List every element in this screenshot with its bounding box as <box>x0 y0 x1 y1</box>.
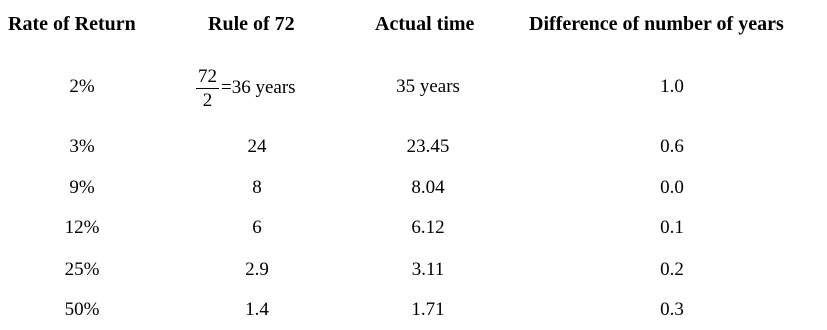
rate-cell: 12% <box>64 217 100 238</box>
difference-cell: 0.3 <box>660 299 684 320</box>
header-rule-of-72: Rule of 72 <box>208 13 295 35</box>
formula-result: =36 years <box>221 77 296 98</box>
header-actual-time: Actual time <box>375 13 475 35</box>
actual-time-cell: 23.45 <box>406 136 450 157</box>
difference-cell: 0.6 <box>660 136 684 157</box>
header-difference-years: Difference of number of years <box>529 13 784 35</box>
rule-of-72-cell: 1.4 <box>245 299 269 320</box>
fraction-numerator: 72 <box>198 65 217 87</box>
rate-cell: 25% <box>64 259 100 280</box>
rate-cell: 2% <box>69 76 95 97</box>
difference-cell: 0.2 <box>660 259 684 280</box>
rate-cell: 3% <box>69 136 95 157</box>
actual-time-cell: 1.71 <box>411 299 445 320</box>
fraction-denominator: 2 <box>202 89 213 111</box>
rule-of-72-formula <box>196 64 296 112</box>
actual-time-cell: 8.04 <box>411 177 445 198</box>
fraction <box>196 67 219 110</box>
difference-cell: 1.0 <box>660 76 684 97</box>
rate-cell: 50% <box>64 299 100 320</box>
rule-of-72-cell: 24 <box>247 136 267 157</box>
actual-time-cell: 3.11 <box>411 259 445 280</box>
header-rate-of-return: Rate of Return <box>8 13 136 35</box>
difference-cell: 0.1 <box>660 217 684 238</box>
actual-time-cell: 35 years <box>396 76 460 97</box>
rule-of-72-cell: 8 <box>252 177 262 198</box>
difference-cell: 0.0 <box>660 177 684 198</box>
rule-of-72-cell: 2.9 <box>245 259 269 280</box>
rule-of-72-cell: 6 <box>252 217 262 238</box>
actual-time-cell: 6.12 <box>411 217 445 238</box>
rate-cell: 9% <box>69 177 95 198</box>
